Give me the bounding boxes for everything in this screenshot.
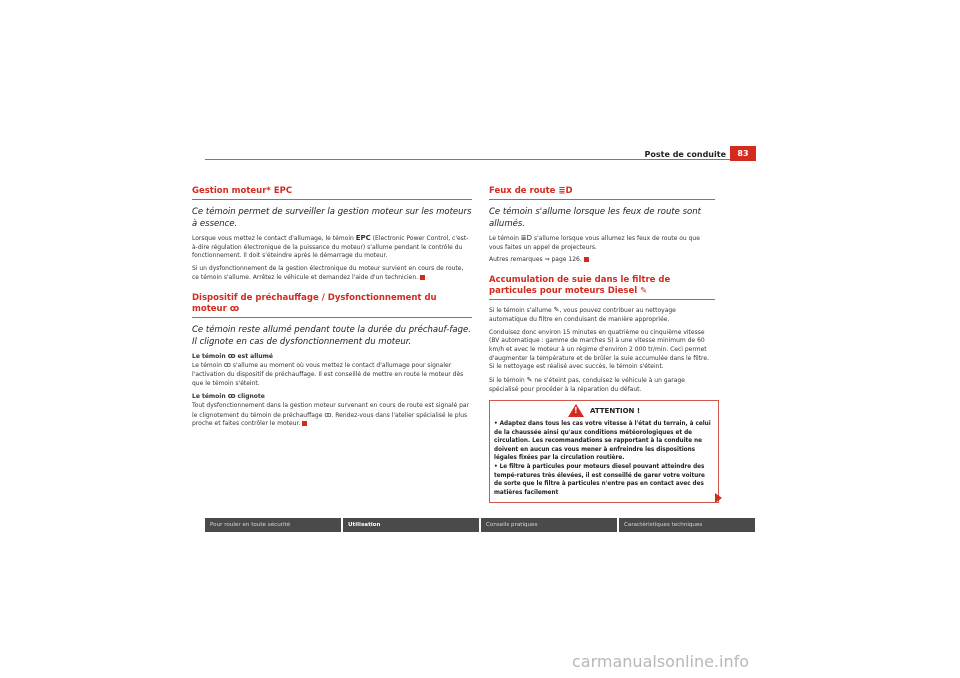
- glow-plug-icon: ꝏ: [223, 361, 231, 370]
- bullet-icon: •: [494, 421, 498, 428]
- continue-arrow-icon: [715, 493, 722, 503]
- page-number: 83: [730, 146, 756, 161]
- epc-icon: EPC: [355, 234, 371, 242]
- footer-tab-safety[interactable]: Pour rouler en toute sécurité: [205, 518, 341, 532]
- paragraph: Conduisez donc environ 15 minutes en quatrième ou cinquième vitesse (BV automatique : gamme de marches S) à une vitesse minimum de 60 km/h et avec le moteur à un régime d'environ 2 000 tr/min. Ceci permet d'augmenter la température et de brûler la suie accumulée dans le filtre. Si le nettoyage est réalisé avec succès, le témoin s'éteint.: [489, 328, 709, 371]
- left-column: [192, 186, 472, 439]
- glow-plug-icon: ꝏ: [229, 303, 240, 314]
- glow-plug-icon: ꝏ: [227, 351, 236, 360]
- glow-plug-icon: ꝏ: [227, 392, 236, 401]
- section-lead: Ce témoin s'allume lorsque les feux de route sont allumés.: [489, 207, 701, 229]
- end-marker-icon: [302, 421, 307, 426]
- epc-icon: EPC: [273, 186, 293, 196]
- footer-tab-usage[interactable]: Utilisation: [343, 518, 479, 532]
- section-lead: Ce témoin permet de surveiller la gestion moteur sur les moteurs à essence.: [192, 207, 472, 229]
- section-title: Accumulation de suie dans le filtre de particules pour moteurs Diesel ✎: [489, 275, 715, 300]
- section-high-beam: [489, 186, 715, 265]
- particle-filter-icon: ✎: [526, 376, 533, 385]
- warning-title: ATTENTION !: [589, 406, 641, 415]
- subheading: Le témoin ꝏ clignote: [192, 392, 265, 401]
- header-rule: [205, 159, 730, 160]
- section-particle-filter: [489, 275, 715, 503]
- footer-tab-tips[interactable]: Conseils pratiques: [481, 518, 617, 532]
- glow-plug-icon: ꝏ: [324, 410, 332, 419]
- subheading: Le témoin ꝏ est allumé: [192, 351, 273, 360]
- footer-nav: [205, 518, 755, 532]
- particle-filter-icon: ✎: [553, 306, 560, 315]
- section-title: Gestion moteur* EPC: [192, 186, 472, 200]
- paragraph: Le témoin ꝏ s'allume au moment où vous mettez le contact d'allumage pour signaler l'activation du dispositif de préchauffage. Il est conseillé de mettre en route le moteur dès que le témoin s'éteint.: [192, 361, 464, 387]
- high-beam-icon: ≣D: [520, 234, 533, 242]
- warning-item: • Adaptez dans tous les cas votre vitesse à l'état du terrain, à celui de la chaussée ainsi qu'aux conditions météorologiques et de circulation. Les recommandations se rapportant à la conduite ne doivent en aucun cas vous mener à enfreindre les dispositions légales fixées par la circulation routière.: [494, 421, 711, 462]
- paragraph: Si un dysfonctionnement de la gestion électronique du moteur survient en cours de route, ce témoin s'allume. Arrêtez le véhicule et demandez l'aide d'un technicien.: [192, 265, 464, 281]
- end-marker-icon: [420, 275, 425, 280]
- warning-header: [494, 401, 714, 420]
- warning-triangle-icon: !: [568, 404, 584, 417]
- high-beam-icon: ≣D: [558, 186, 573, 196]
- footer-tab-specs[interactable]: Caractéristiques techniques: [619, 518, 755, 532]
- section-engine-management: [192, 186, 472, 283]
- bullet-icon: •: [494, 464, 498, 471]
- warning-item: • Le filtre à particules pour moteurs diesel pouvant atteindre des tempé-ratures très élevées, il est conseillé de garer votre voiture de sorte que le filtre à particules n'entre pas en contact avec des matières facilement: [494, 464, 705, 496]
- section-title: Dispositif de préchauffage / Dysfonctionnement du moteur ꝏ: [192, 293, 472, 318]
- paragraph: Si le témoin s'allume ✎, vous pouvez contribuer au nettoyage automatique du filtre en conduisant de manière appropriée.: [489, 306, 676, 323]
- section-lead: Ce témoin reste allumé pendant toute la durée du préchauf-fage. Il clignote en cas de dysfonctionnement du moteur.: [192, 324, 471, 347]
- paragraph: Le témoin ≣D s'allume lorsque vous allumez les feux de route ou que vous faites un appel de projecteurs.: [489, 234, 700, 251]
- watermark: carmanualsonline.info: [572, 652, 750, 671]
- warning-box: [489, 400, 719, 503]
- paragraph: Autres remarques ⇒ page 126.: [489, 256, 715, 265]
- section-title: Feux de route ≣D: [489, 186, 715, 200]
- end-marker-icon: [584, 257, 589, 262]
- paragraph: Si le témoin ✎ ne s'éteint pas, conduisez le véhicule à un garage spécialisé pour procéder à la réparation du défaut.: [489, 376, 685, 393]
- section-preheating: [192, 293, 472, 430]
- right-column: [489, 186, 715, 513]
- particle-filter-icon: ✎: [640, 286, 648, 297]
- paragraph: Tout dysfonctionnement dans la gestion moteur survenant en cours de route est signalé par le clignotement du témoin de préchauffage ꝏ. Rendez-vous dans l'atelier spécialisé le plus proche et faites contrôler le moteur.: [192, 402, 470, 428]
- paragraph: Lorsque vous mettez le contact d'allumage, le témoin EPC (Electronic Power Control, c'est-à-dire régulation électronique de la puissance du moteur) s'allume pendant le contrôle du fonctionnement. Il doit s'éteindre après le démarrage du moteur.: [192, 234, 469, 260]
- page-title: Poste de conduite: [644, 150, 726, 159]
